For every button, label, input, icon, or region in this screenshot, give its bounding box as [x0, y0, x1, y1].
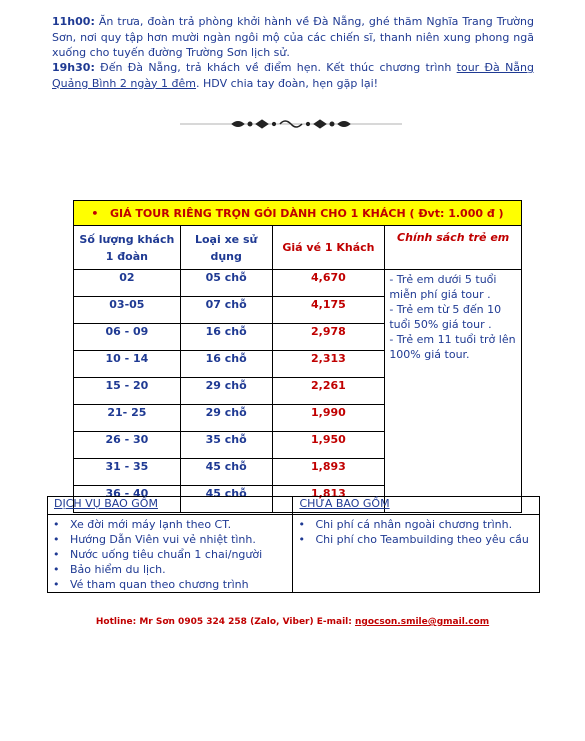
vehicle-cell: 29 chỗ — [180, 378, 272, 405]
col-child-policy-header: Chính sách trẻ em — [385, 226, 522, 270]
child-policy-item: - Trẻ em dưới 5 tuổi miễn phí giá tour . — [389, 273, 497, 301]
list-item: • Chi phí cá nhân ngoài chương trình. — [315, 517, 539, 532]
vehicle-cell: 35 chỗ — [180, 432, 272, 459]
guests-cell: 03-05 — [74, 297, 181, 324]
price-cell: 4,670 — [272, 270, 385, 297]
vehicle-cell: 05 chỗ — [180, 270, 272, 297]
col-price-header: Giá vé 1 Khách — [272, 226, 385, 270]
price-cell: 2,313 — [272, 351, 385, 378]
price-cell: 2,261 — [272, 378, 385, 405]
guests-cell: 06 - 09 — [74, 324, 181, 351]
guests-cell: 36 - 40 — [74, 486, 181, 513]
price-cell: 4,175 — [272, 297, 385, 324]
col-guests-header: Số lượng khách 1 đoàn — [74, 226, 181, 270]
guests-cell: 31 - 35 — [74, 459, 181, 486]
email-link[interactable]: ngocson.smile@gmail.com — [354, 617, 490, 627]
child-policy-item: - Trẻ em 11 tuổi trở lên 100% giá tour. — [389, 333, 516, 361]
list-item: • Hướng Dẫn Viên vui vẻ nhiệt tình. — [70, 532, 292, 547]
excluded-title: CHƯA BAO GỒM — [293, 497, 540, 515]
price-cell: 1,893 — [272, 459, 385, 486]
hotline-text: Hotline: Mr Sơn 0905 324 258 (Zalo, Viber) E-mail: — [95, 617, 355, 627]
vehicle-cell: 29 chỗ — [180, 405, 272, 432]
child-policy-item: - Trẻ em từ 5 đến 10 tuổi 50% giá tour . — [389, 303, 502, 331]
guests-cell: 10 - 14 — [74, 351, 181, 378]
price-cell: 1,813 — [272, 486, 385, 513]
list-item: • Nước uống tiêu chuẩn 1 chai/người — [70, 547, 292, 562]
price-cell: 2,978 — [272, 324, 385, 351]
vehicle-cell: 07 chỗ — [180, 297, 272, 324]
itinerary-text: Ăn trưa, đoàn trả phòng khởi hành về Đà Nẵng, ghé thăm Nghĩa Trang Trường Sơn, nơi quy tập hơn mười ngàn ngôi mộ của các chiến sĩ, thanh niên xung phong ngã xuống cho tuyến đường Trường Sơn lịch sử. — [52, 15, 534, 59]
guests-cell: 02 — [74, 270, 181, 297]
time-label: 19h30: — [52, 61, 95, 74]
price-table — [73, 200, 522, 513]
itinerary-text: . HDV chia tay đoàn, hẹn gặp lại! — [196, 76, 379, 90]
services-table — [47, 496, 540, 593]
list-item: • Chi phí cho Teambuilding theo yêu cầu — [315, 532, 539, 547]
vehicle-cell: 45 chỗ — [180, 486, 272, 513]
itinerary-1930 — [52, 60, 534, 91]
hotline — [0, 617, 585, 627]
guests-cell: 21- 25 — [74, 405, 181, 432]
guests-cell: 26 - 30 — [74, 432, 181, 459]
time-label: 11h00: — [52, 15, 95, 28]
excluded-list — [293, 517, 539, 547]
included-title: DỊCH VỤ BAO GỒM — [48, 497, 293, 515]
tour-link[interactable]: tour Đà Nẵng Quảng Bình 2 ngày 1 đêm — [52, 61, 535, 90]
itinerary-text: Đến Đà Nẵng, trả khách về điểm hẹn. Kết thúc chương trình — [94, 61, 457, 74]
bullet-icon: • — [91, 206, 110, 220]
col-vehicle-header: Loại xe sử dụng — [180, 226, 272, 270]
child-policy — [385, 270, 522, 513]
list-item: • Vé tham quan theo chương trình — [70, 577, 292, 592]
list-item: • Xe đời mới máy lạnh theo CT. — [70, 517, 292, 532]
table-row — [74, 270, 522, 297]
list-item: • Bảo hiểm du lịch. — [70, 562, 292, 577]
price-table-title: • GIÁ TOUR RIÊNG TRỌN GÓI DÀNH CHO 1 KHÁCH ( Đvt: 1.000 đ ) — [74, 201, 522, 226]
price-cell: 1,950 — [272, 432, 385, 459]
guests-cell: 15 - 20 — [74, 378, 181, 405]
vehicle-cell: 45 chỗ — [180, 459, 272, 486]
itinerary-1100 — [52, 14, 534, 61]
included-list — [48, 517, 292, 592]
vehicle-cell: 16 chỗ — [180, 324, 272, 351]
ornament-divider-icon — [180, 115, 402, 133]
price-cell: 1,990 — [272, 405, 385, 432]
vehicle-cell: 16 chỗ — [180, 351, 272, 378]
